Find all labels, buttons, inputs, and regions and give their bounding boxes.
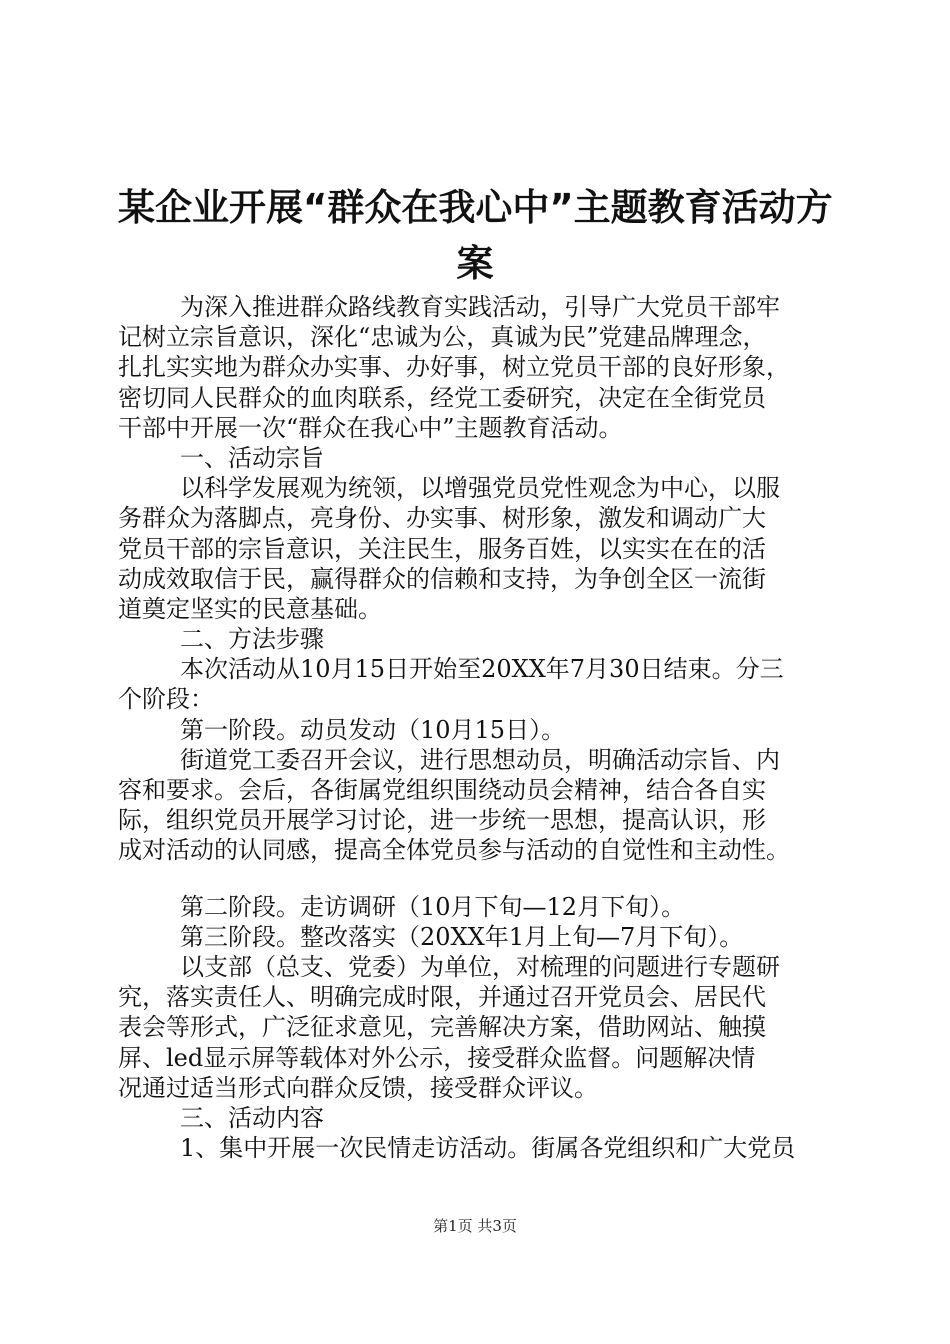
title-line-1: 某企业开展“群众在我心中”主题教育活动方 [118, 186, 833, 229]
section-heading: 三、活动内容 [180, 1103, 324, 1132]
section-heading: 一、活动宗旨 [180, 443, 324, 472]
paragraph-line: 务群众为落脚点，亮身份、办实事、树形象，激发和调动广大 [118, 504, 766, 533]
paragraph-line: 记树立宗旨意识，深化“忠诚为公，真诚为民”党建品牌理念， [118, 323, 767, 352]
paragraph-line: 容和要求。会后，各街属党组织围绕动员会精神，结合各自实 [118, 776, 766, 804]
paragraph-line: 街道党工委召开会议，进行思想动员，明确活动宗旨、内 [180, 745, 780, 774]
paragraph-line: 动成效取信于民，赢得群众的信赖和支持，为争创全区一流街 [118, 564, 766, 593]
paragraph-line: 第一阶段。动员发动（10月15日）。 [180, 715, 566, 744]
paragraph-line: 本次活动从10月15日开始至20XX年7月30日结束。分三 [180, 655, 784, 684]
paragraph-line: 成对活动的认同感，提高全体党员参与活动的自觉性和主动性。 [118, 836, 790, 865]
section-heading: 二、方法步骤 [180, 625, 324, 654]
paragraph-line: 扎扎实实地为群众办实事、办好事，树立党员干部的良好形象， [118, 353, 790, 382]
paragraph-line: 表会等形式，广泛征求意见，完善解决方案，借助网站、触摸 [118, 1013, 766, 1042]
paragraph-line: 干部中开展一次“群众在我心中”主题教育活动。 [118, 413, 623, 442]
page-footer: 第1页 共3页 [433, 1217, 517, 1235]
title-line-2: 案 [456, 242, 494, 285]
paragraph-line: 1、集中开展一次民情走访活动。街属各党组织和广大党员 [180, 1134, 796, 1163]
paragraph-line: 际，组织党员开展学习讨论，进一步统一思想，提高认识，形 [118, 806, 766, 835]
paragraph-line: 第三阶段。整改落实（20XX年1月上旬—7月下旬）。 [180, 922, 744, 951]
paragraph-line: 道奠定坚实的民意基础。 [118, 594, 382, 623]
document-title [118, 180, 832, 292]
paragraph-line: 密切同人民群众的血肉联系，经党工委研究，决定在全街党员 [118, 383, 766, 412]
document-body [118, 292, 838, 1163]
paragraph-line: 以支部（总支、党委）为单位，对梳理的问题进行专题研 [180, 952, 780, 981]
paragraph-line: 屏、led显示屏等载体对外公示，接受群众监督。问题解决情 [118, 1043, 756, 1072]
paragraph-line: 为深入推进群众路线教育实践活动，引导广大党员干部牢 [180, 293, 780, 321]
blank-line [118, 866, 838, 892]
paragraph-line: 究，落实责任人、明确完成时限，并通过召开党员会、居民代 [118, 983, 766, 1012]
paragraph-line: 况通过适当形式向群众反馈，接受群众评议。 [118, 1073, 598, 1102]
paragraph-line: 党员干部的宗旨意识，关注民生，服务百姓，以实实在在的活 [118, 534, 766, 563]
paragraph-line: 第二阶段。走访调研（10月下旬—12月下旬）。 [180, 892, 686, 921]
paragraph-line: 个阶段： [118, 685, 214, 714]
paragraph-line: 以科学发展观为统领，以增强党员党性观念为中心，以服 [180, 474, 780, 503]
